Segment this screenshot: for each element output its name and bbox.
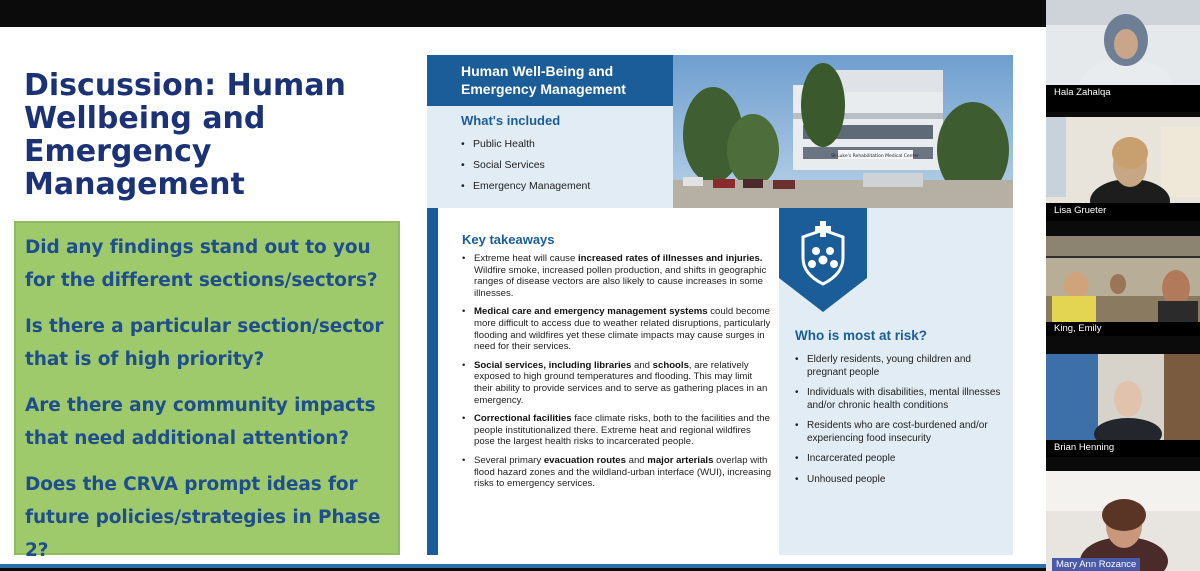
key-takeaways-title: Key takeaways (462, 232, 555, 247)
takeaway-item: • Medical care and emergency management systems could become more difficult to access due to weather related disruptions, particularly flooding and wildfires yet these climate impacts may cause surges in need for their services. (462, 306, 773, 352)
whats-included-panel (427, 106, 673, 208)
participant-name: Mary Ann Rozance (1052, 558, 1140, 571)
participant-tile[interactable] (1046, 354, 1200, 457)
question-1: Did any findings stand out to you for the different sections/sectors? (25, 237, 378, 291)
shield-medical-icon (779, 208, 867, 312)
risk-item: • Unhoused people (795, 474, 1005, 487)
participant-name: Brian Henning (1054, 442, 1115, 453)
participant-name: King, Emily (1054, 323, 1102, 334)
accent-bar (427, 208, 438, 555)
included-item: • Public Health (461, 134, 673, 155)
participant-name: Lisa Grueter (1054, 205, 1107, 216)
participant-tile[interactable] (1046, 236, 1200, 336)
infographic (427, 55, 1013, 555)
medical-center-photo (673, 55, 1013, 208)
included-item: • Emergency Management (461, 176, 673, 197)
participant-video-strip[interactable] (1046, 0, 1200, 571)
key-takeaways-panel (438, 208, 779, 555)
question-4: Does the CRVA prompt ideas for future policies/strategies in Phase 2? (25, 474, 381, 561)
included-item: • Social Services (461, 155, 673, 176)
infographic-lower (427, 208, 1013, 555)
slide-footer-bar (0, 564, 1046, 568)
takeaway-item: • Correctional facilities face climate risks, both to the facilities and the people institutionalized there. Extreme heat and regional wildfires pose the largest health risks to incarcerated people. (462, 413, 773, 448)
shared-slide (0, 27, 1046, 568)
question-2: Is there a particular section/sector that is of high priority? (25, 316, 384, 370)
risk-item: • Incarcerated people (795, 453, 1005, 466)
risk-item: • Individuals with disabilities, mental illnesses and/or chronic health conditions (795, 387, 1005, 412)
participant-name: Hala Zahalqa (1054, 87, 1111, 98)
takeaway-item: • Several primary evacuation routes and major arterials overlap with flood hazard zones and the wildland-urban interface (WUI), increasing risks to emergency services. (462, 455, 773, 490)
building-sign-text: St Luke's Rehabilitation Medical Center (831, 154, 919, 159)
video-feed (1046, 471, 1200, 571)
risk-item: • Residents who are cost-burdened and/or experiencing food insecurity (795, 420, 1005, 445)
building-photo-graphic (673, 55, 1013, 208)
who-is-at-risk-panel (779, 208, 1013, 555)
takeaway-item: • Social services, including libraries and schools, are relatively exposed to high ground temperatures and flooding. This may limit their ability to provide services and to serve as gathering places in an emergency. (462, 360, 773, 406)
risk-list (795, 354, 1005, 494)
participant-tile-active[interactable] (1046, 471, 1200, 571)
who-is-at-risk-title: Who is most at risk? (795, 328, 928, 343)
slide-title: Discussion: Human Wellbeing and Emergency Management (24, 68, 346, 202)
whats-included-title: What's included (461, 113, 561, 128)
infographic-header: Human Well-Being and Emergency Management (427, 55, 673, 106)
participant-tile[interactable] (1046, 117, 1200, 221)
video-feed (1046, 236, 1200, 336)
discussion-questions-box (14, 221, 400, 561)
takeaway-item: • Extreme heat will cause increased rates of illnesses and injuries. Wildfire smoke, increased pollen production, and shifts in geographic ranges of disease vectors are also likely to cause increases in some illnesses. (462, 253, 773, 299)
question-3: Are there any community impacts that need additional attention? (25, 395, 376, 449)
participant-tile[interactable] (1046, 0, 1200, 112)
risk-item: • Elderly residents, young children and pregnant people (795, 354, 1005, 379)
